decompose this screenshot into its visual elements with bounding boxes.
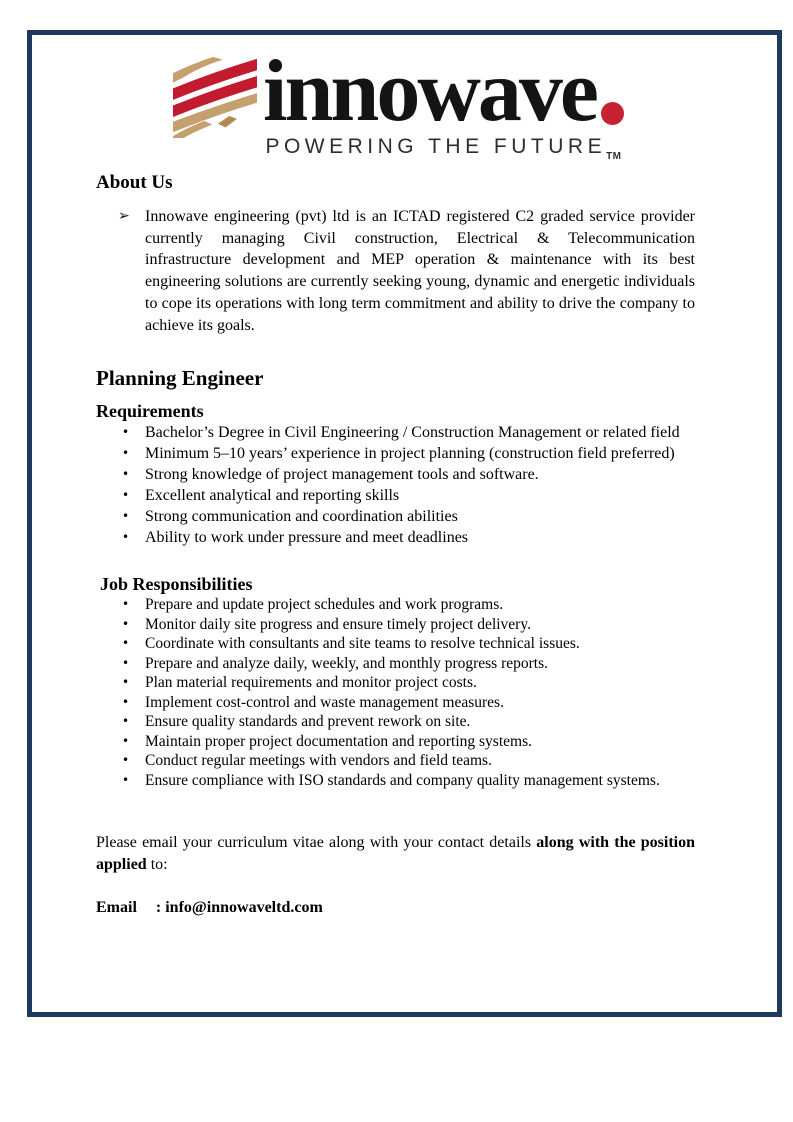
responsibility-item xyxy=(96,732,695,752)
responsibility-item xyxy=(96,771,695,791)
email-label: Email xyxy=(96,899,137,917)
responsibility-text: Plan material requirements and monitor project costs. xyxy=(145,674,477,692)
bullet-icon: • xyxy=(122,530,130,545)
requirement-item xyxy=(96,506,695,527)
responsibility-item xyxy=(96,595,695,615)
apply-tail-text: to: xyxy=(150,855,168,873)
requirement-text: Ability to work under pressure and meet deadlines xyxy=(145,529,469,547)
bullet-icon: • xyxy=(122,636,130,651)
requirements-list xyxy=(96,422,695,548)
requirement-item xyxy=(96,422,695,443)
about-item xyxy=(96,206,695,336)
responsibility-item xyxy=(96,634,695,654)
bullet-icon: • xyxy=(122,694,130,709)
logo-tagline: POWERING THE FUTURE xyxy=(265,135,607,158)
brand-row xyxy=(263,43,624,140)
job-title: Planning Engineer xyxy=(96,366,264,391)
page-content xyxy=(0,43,793,917)
responsibility-text: Prepare and update project schedules and work programs. xyxy=(145,596,504,614)
responsibility-item xyxy=(96,654,695,674)
responsibility-text: Ensure quality standards and prevent rework on site. xyxy=(145,713,471,731)
requirement-item xyxy=(96,485,695,506)
tagline-row xyxy=(265,135,621,162)
bullet-icon: • xyxy=(122,772,130,787)
bullet-icon: • xyxy=(122,446,130,461)
requirement-item xyxy=(96,464,695,485)
bullet-icon: • xyxy=(122,733,130,748)
bullet-icon: • xyxy=(122,425,130,440)
about-paragraph: Innowave engineering (pvt) ltd is an ICTAD registered C2 graded service provider currently managing Civil construction, Electrical & Telecommunication infrastructure development and MEP operation & maintenance with its best engineering solutions are currently seeking young, dynamic and energetic individuals to cope its operations with long term commitment and ability to drive the company to achieve its goals. xyxy=(145,208,695,334)
brand-wordmark: innowave xyxy=(263,43,596,140)
email-line xyxy=(96,899,695,917)
requirement-item xyxy=(96,443,695,464)
trademark-mark: TM xyxy=(606,151,622,162)
apply-lead-text: Please email your curriculum vitae along with your contact details xyxy=(96,834,532,852)
responsibilities-list xyxy=(96,595,695,790)
about-heading: About Us xyxy=(96,172,173,193)
responsibility-text: Ensure compliance with ISO standards and company quality management systems. xyxy=(145,771,660,789)
bullet-icon: • xyxy=(122,675,130,690)
responsibilities-heading: Job Responsibilities xyxy=(100,574,253,595)
brand-dot-icon xyxy=(596,102,624,130)
responsibility-text: Maintain proper project documentation and reporting systems. xyxy=(145,732,532,750)
bullet-icon: • xyxy=(122,753,130,768)
logo-text xyxy=(263,43,624,162)
responsibility-text: Coordinate with consultants and site teams to resolve technical issues. xyxy=(145,635,580,653)
responsibility-text: Monitor daily site progress and ensure timely project delivery. xyxy=(145,615,531,633)
email-value: : info@innowaveltd.com xyxy=(155,899,323,917)
requirements-heading: Requirements xyxy=(96,401,204,422)
responsibility-item xyxy=(96,673,695,693)
responsibility-text: Conduct regular meetings with vendors and field teams. xyxy=(145,752,492,770)
bullet-icon: • xyxy=(122,616,130,631)
apply-paragraph xyxy=(96,832,695,875)
requirement-text: Minimum 5–10 years’ experience in project planning (construction field preferred) xyxy=(145,445,675,463)
bullet-icon: • xyxy=(122,714,130,729)
bullet-icon: • xyxy=(122,509,130,524)
responsibility-item xyxy=(96,751,695,771)
innowave-flag-icon xyxy=(167,54,263,138)
responsibility-text: Implement cost-control and waste management measures. xyxy=(145,693,504,711)
bullet-icon: • xyxy=(122,467,130,482)
requirement-text: Strong communication and coordination abilities xyxy=(145,508,458,526)
requirement-text: Bachelor’s Degree in Civil Engineering / Construction Management or related field xyxy=(145,424,680,442)
responsibility-text: Prepare and analyze daily, weekly, and monthly progress reports. xyxy=(145,654,549,672)
requirement-text: Excellent analytical and reporting skills xyxy=(145,487,400,505)
bullet-icon: • xyxy=(122,488,130,503)
bullet-icon: • xyxy=(122,655,130,670)
requirement-text: Strong knowledge of project management tools and software. xyxy=(145,466,539,484)
responsibility-item xyxy=(96,693,695,713)
responsibility-item xyxy=(96,712,695,732)
responsibility-item xyxy=(96,615,695,635)
bullet-icon: • xyxy=(122,597,130,612)
apply-bold-text: along with the position applied xyxy=(96,834,696,873)
requirement-item xyxy=(96,527,695,548)
arrow-bullet-icon: ➢ xyxy=(118,208,130,224)
innowave-logo xyxy=(96,43,695,162)
